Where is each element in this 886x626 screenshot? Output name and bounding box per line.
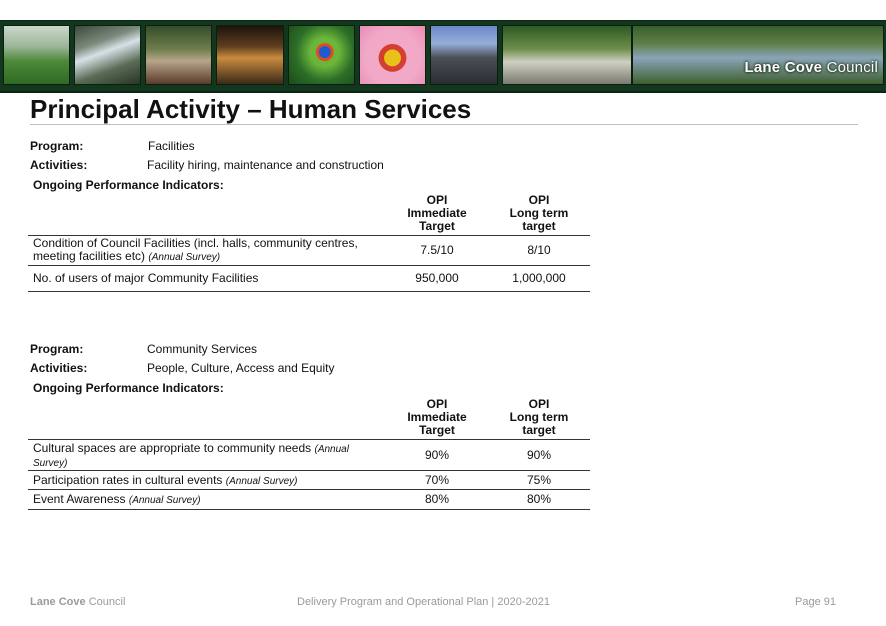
activities-label-2: Activities: <box>30 361 88 375</box>
longterm-target-cell: 75% <box>488 470 590 489</box>
longterm-target-cell: 1,000,000 <box>488 265 590 291</box>
indicators-table-2 <box>28 397 590 510</box>
immediate-target-cell: 90% <box>386 439 488 470</box>
immediate-target-cell: 80% <box>386 489 488 509</box>
indicator-cell: Participation rates in cultural events (Annual Survey) <box>28 470 386 489</box>
indicator-cell: Event Awareness (Annual Survey) <box>28 489 386 509</box>
dancers-photo <box>145 25 212 85</box>
lorikeet-photo <box>288 25 355 85</box>
indicators-table-1 <box>28 193 590 292</box>
indicator-cell: Condition of Council Facilities (incl. halls, community centres, meeting facilities etc) (Annual Survey) <box>28 235 386 265</box>
table-row <box>28 235 590 265</box>
footer-page-number: Page 91 <box>795 596 836 608</box>
footer-council: Lane Cove Council <box>30 596 126 608</box>
immediate-target-cell: 950,000 <box>386 265 488 291</box>
page-title: Principal Activity – Human Services <box>30 94 472 124</box>
table-row <box>28 470 590 489</box>
activities-label-1: Activities: <box>30 158 88 172</box>
immediate-target-header: OPI Immediate Target <box>407 396 467 437</box>
indicators-heading-2: Ongoing Performance Indicators: <box>33 381 224 395</box>
creek-photo <box>74 25 141 85</box>
title-divider <box>30 124 858 125</box>
council-logo-text: Lane Cove Council <box>744 59 878 76</box>
program-label-1: Program: <box>30 139 84 153</box>
table-row <box>28 489 590 509</box>
outdoor-dining-photo <box>502 25 632 85</box>
immediate-target-cell: 7.5/10 <box>386 235 488 265</box>
heritage-building-photo <box>430 25 498 85</box>
header-banner <box>0 20 886 93</box>
activities-value-1: Facility hiring, maintenance and construction <box>147 158 384 172</box>
night-market-photo <box>216 25 284 85</box>
immediate-target-header: OPI Immediate Target <box>407 192 467 233</box>
harbour-photo <box>632 25 884 85</box>
activities-value-2: People, Culture, Access and Equity <box>147 361 335 375</box>
indicator-column-header <box>28 193 386 235</box>
longterm-target-cell: 8/10 <box>488 235 590 265</box>
program-value-2: Community Services <box>147 342 258 356</box>
longterm-target-header: OPI Long term target <box>509 192 569 233</box>
park-photo <box>3 25 70 85</box>
indicator-cell: Cultural spaces are appropriate to community needs (Annual Survey) <box>28 439 386 470</box>
longterm-target-cell: 80% <box>488 489 590 509</box>
table-row <box>28 265 590 291</box>
program-value-1: Facilities <box>148 139 195 153</box>
performer-photo <box>359 25 426 85</box>
program-label-2: Program: <box>30 342 84 356</box>
indicator-column-header <box>28 397 386 439</box>
table-row <box>28 439 590 470</box>
longterm-target-header: OPI Long term target <box>509 396 569 437</box>
longterm-target-cell: 90% <box>488 439 590 470</box>
immediate-target-cell: 70% <box>386 470 488 489</box>
footer-document-title: Delivery Program and Operational Plan | 2020-2021 <box>297 596 550 608</box>
indicators-heading-1: Ongoing Performance Indicators: <box>33 178 224 192</box>
indicator-cell: No. of users of major Community Facilities <box>28 265 386 291</box>
